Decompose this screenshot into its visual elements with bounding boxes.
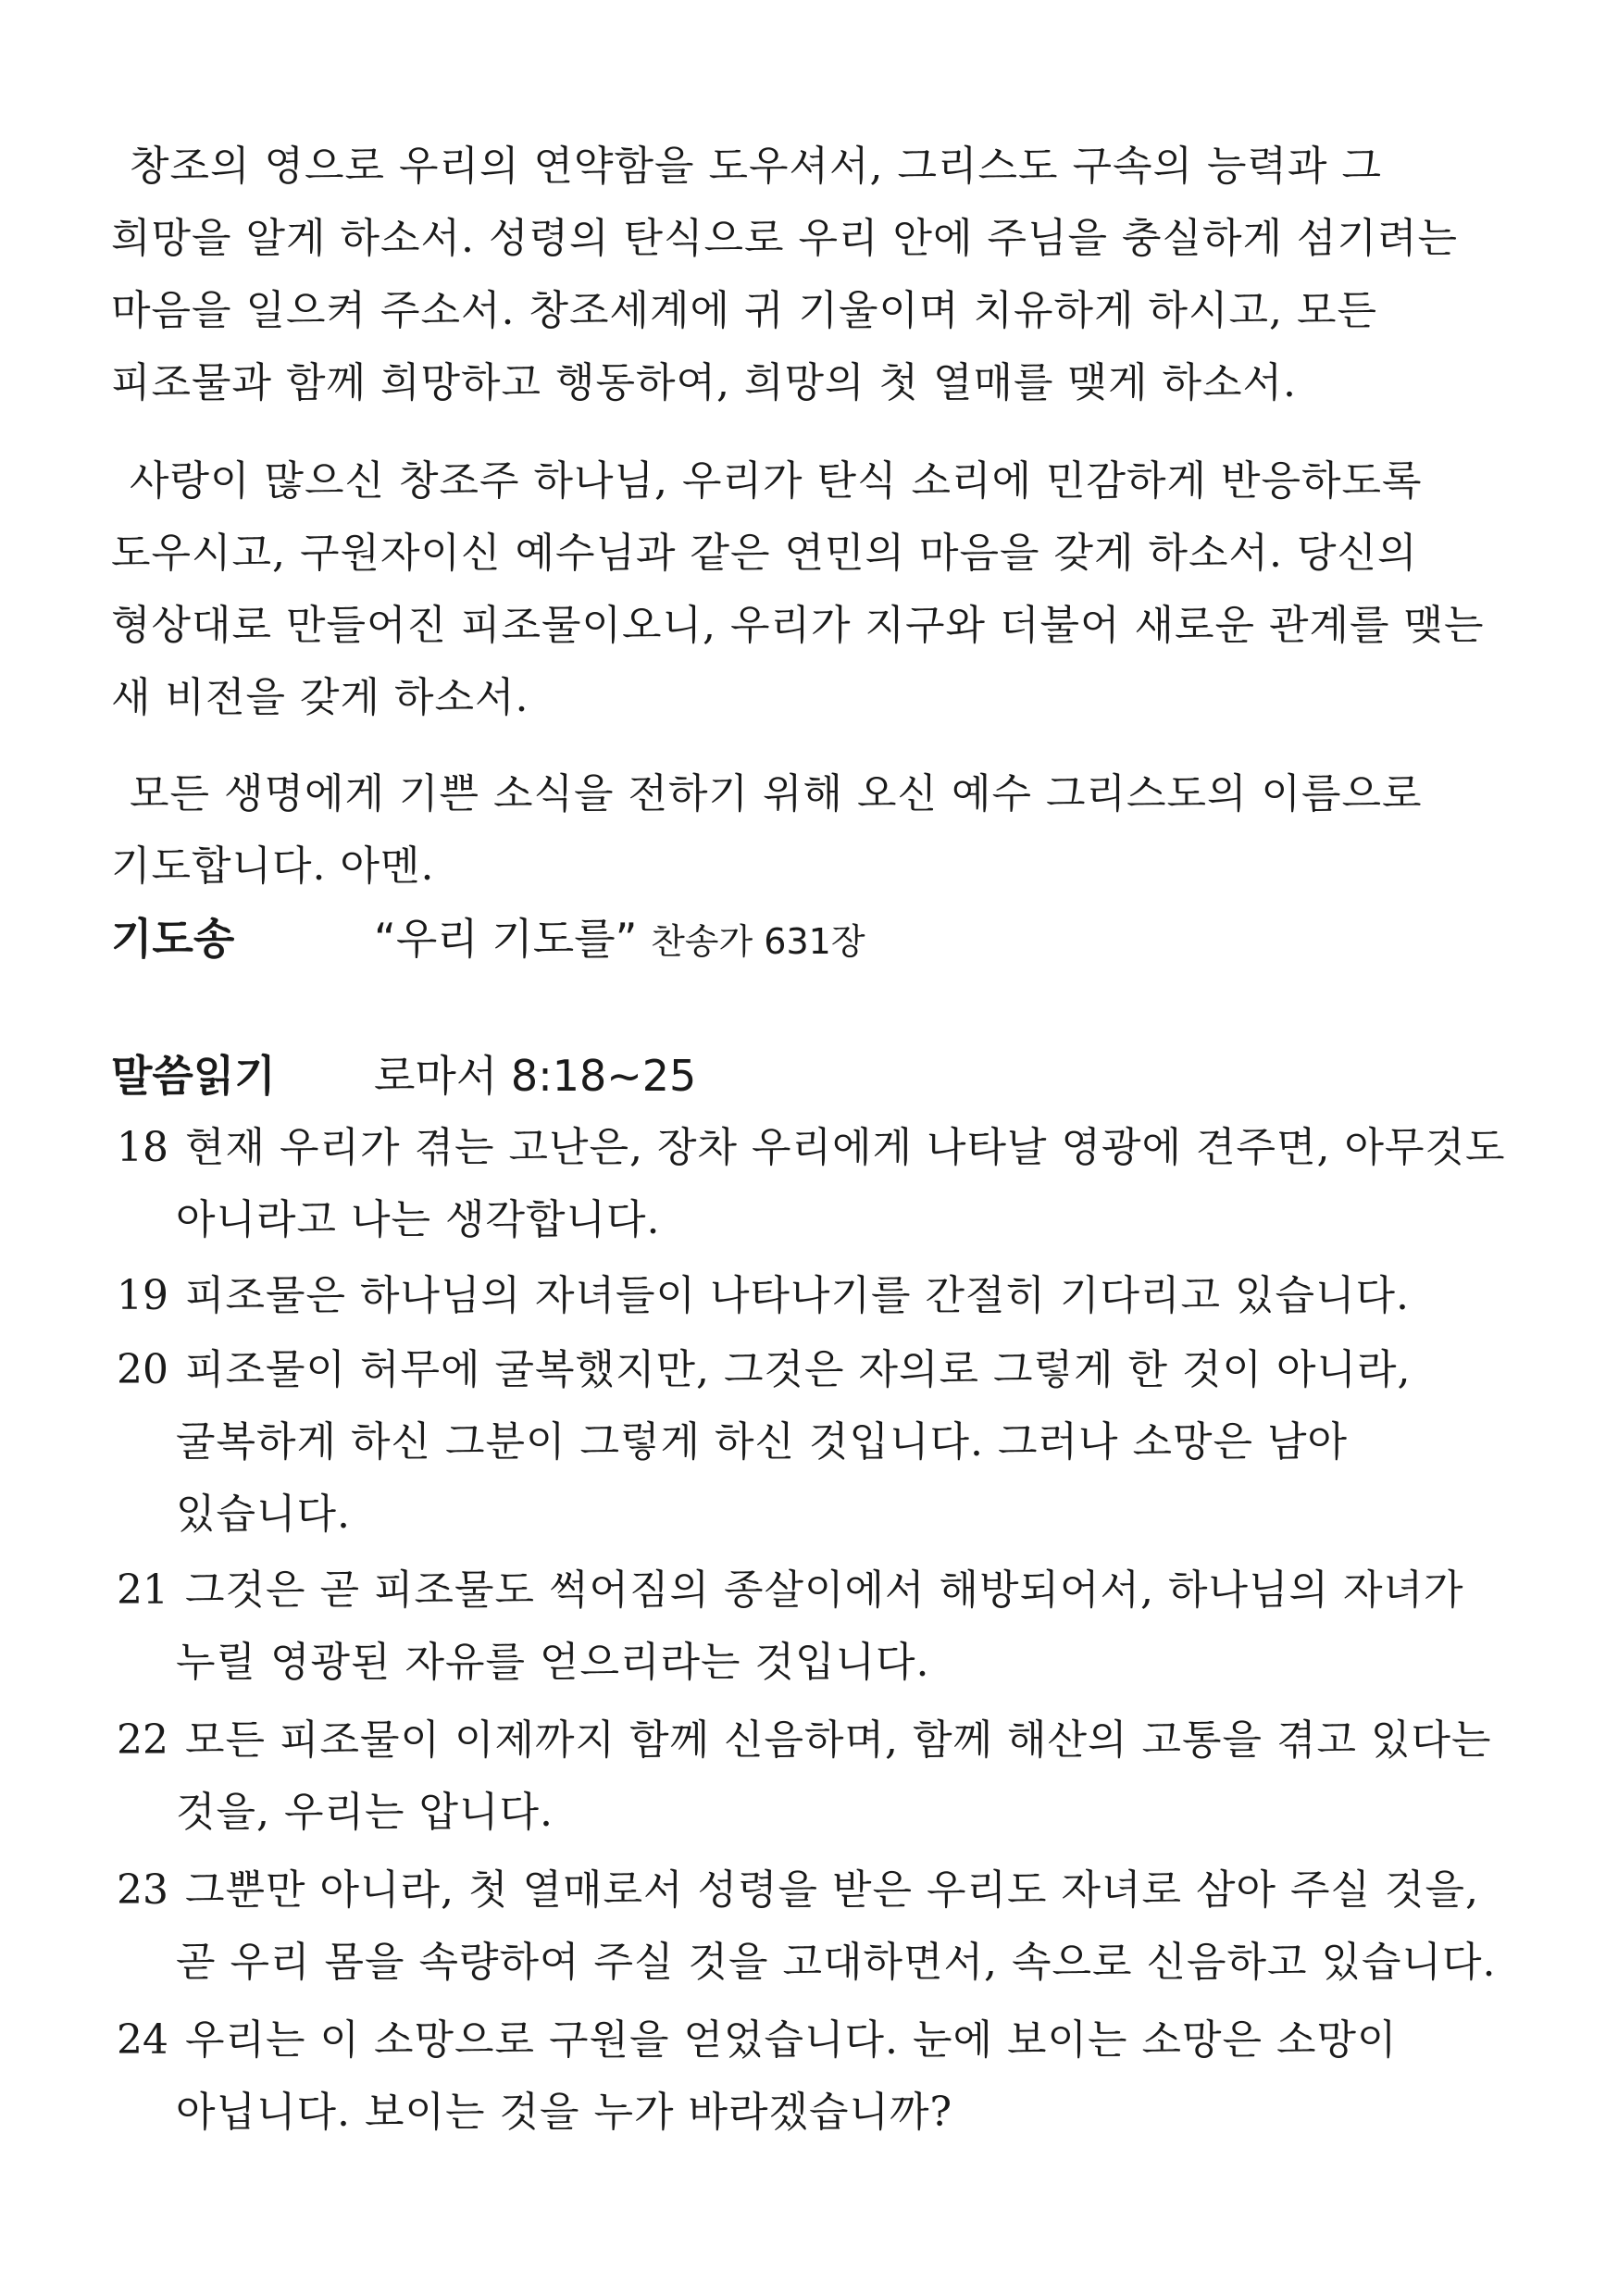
verse-number: 18 (117, 1124, 168, 1171)
verse-24-line-1: 우리는 이 소망으로 구원을 얻었습니다. 눈에 보이는 소망은 소망이 (185, 2016, 1398, 2064)
prayer-paragraph-2-line-1: 사랑이 많으신 창조주 하나님, 우리가 탄식 소리에 민감하게 반응하도록 (130, 457, 1423, 505)
verse-18-line-1: 현재 우리가 겪는 고난은, 장차 우리에게 나타날 영광에 견주면, 아무것도 (185, 1124, 1506, 1171)
prayer-song-label: 기도송 (111, 914, 235, 964)
verse-number: 21 (117, 1566, 168, 1614)
verse-24-line-2: 아닙니다. 보이는 것을 누가 바라겠습니까? (176, 2089, 953, 2136)
verse-number: 24 (117, 2016, 168, 2064)
verse-number: 23 (117, 1866, 168, 1914)
verse-22-line-2: 것을, 우리는 압니다. (176, 1789, 554, 1836)
scripture-label: 말씀읽기 (111, 1051, 276, 1101)
prayer-paragraph-2-line-4: 새 비전을 갖게 하소서. (111, 674, 529, 721)
verse-23-line-2: 곧 우리 몸을 속량하여 주실 것을 고대하면서, 속으로 신음하고 있습니다. (176, 1939, 1497, 1986)
verse-22-line-1: 모든 피조물이 이제까지 함께 신음하며, 함께 해산의 고통을 겪고 있다는 (185, 1716, 1492, 1764)
verse-number: 19 (117, 1272, 168, 1319)
verse-19-line-1: 피조물은 하나님의 자녀들이 나타나기를 간절히 기다리고 있습니다. (185, 1272, 1411, 1319)
verse-number: 22 (117, 1716, 168, 1764)
prayer-paragraph-2-line-2: 도우시고, 구원자이신 예수님과 같은 연민의 마음을 갖게 하소서. 당신의 (111, 530, 1418, 577)
prayer-paragraph-1-line-2: 희망을 알게 하소서. 성령의 탄식으로 우리 안에 주님을 충실하게 섬기려는 (111, 215, 1458, 262)
prayer-paragraph-1-line-4: 피조물과 함께 희망하고 행동하여, 희망의 첫 열매를 맺게 하소서. (111, 359, 1297, 406)
verse-21-line-1: 그것은 곧 피조물도 썩어짐의 종살이에서 해방되어서, 하나님의 자녀가 (185, 1566, 1464, 1614)
prayer-paragraph-2-line-3: 형상대로 만들어진 피조물이오니, 우리가 지구와 더불어 새로운 관계를 맺는 (111, 602, 1485, 649)
verse-number: 20 (117, 1346, 168, 1393)
verse-20-line-2: 굴복하게 하신 그분이 그렇게 하신 것입니다. 그러나 소망은 남아 (176, 1418, 1348, 1466)
prayer-paragraph-3-line-2: 기도합니다. 아멘. (111, 842, 435, 890)
verse-21-line-2: 누릴 영광된 자유를 얻으리라는 것입니다. (176, 1639, 930, 1686)
prayer-song-title: “우리 기도를” (374, 914, 638, 964)
scripture-reference: 로마서 8:18~25 (374, 1051, 697, 1101)
verse-18-line-2: 아니라고 나는 생각합니다. (176, 1196, 661, 1243)
prayer-song-hymn: 찬송가 631장 (651, 921, 865, 962)
verse-23-line-1: 그뿐만 아니라, 첫 열매로서 성령을 받은 우리도 자녀로 삼아 주실 것을, (185, 1866, 1479, 1914)
prayer-paragraph-3-line-1: 모든 생명에게 기쁜 소식을 전하기 위해 오신 예수 그리스도의 이름으로 (130, 770, 1423, 817)
verse-20-line-1: 피조물이 허무에 굴복했지만, 그것은 자의로 그렇게 한 것이 아니라, (185, 1346, 1412, 1393)
prayer-paragraph-1-line-3: 마음을 일으켜 주소서. 창조세계에 귀 기울이며 치유하게 하시고, 모든 (111, 287, 1377, 334)
verse-20-line-3: 있습니다. (176, 1491, 352, 1538)
prayer-paragraph-1-line-1: 창조의 영으로 우리의 연약함을 도우셔서, 그리스도 구속의 능력과 그 (130, 143, 1382, 190)
prayer-song-value (374, 913, 865, 967)
